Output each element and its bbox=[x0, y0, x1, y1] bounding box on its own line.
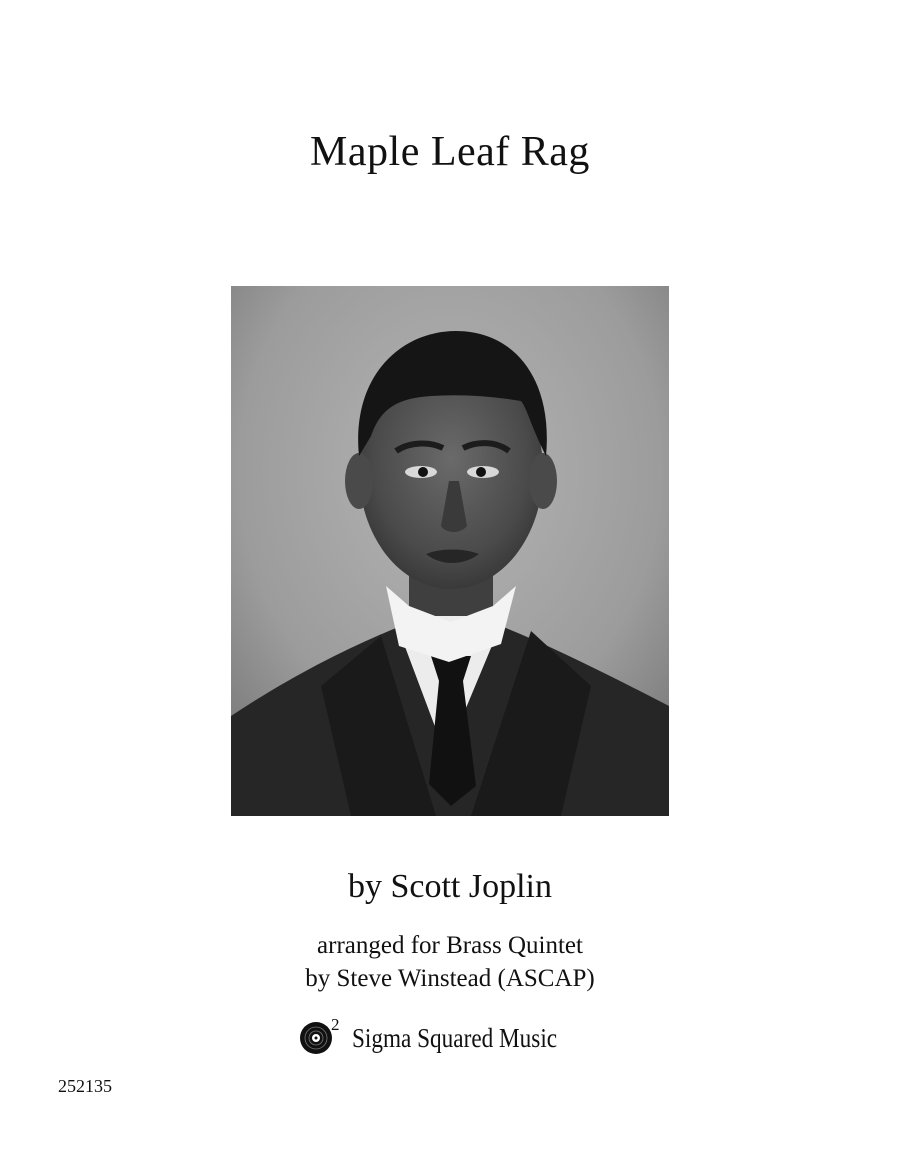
portrait-image bbox=[231, 286, 669, 816]
svg-text:2: 2 bbox=[331, 1016, 340, 1034]
composer-portrait bbox=[231, 286, 669, 816]
page-title: Maple Leaf Rag bbox=[310, 129, 590, 175]
publisher-name: Sigma Squared Music bbox=[352, 1022, 558, 1053]
arrangement-line-1: arranged for Brass Quintet bbox=[317, 932, 583, 959]
catalog-number: 252135 bbox=[58, 1076, 112, 1096]
composer-credit: by Scott Joplin bbox=[347, 868, 553, 905]
vinyl-record-squared-icon bbox=[298, 1016, 344, 1056]
publisher-block bbox=[0, 1018, 900, 1058]
arrangement-line-2: by Steve Winstead (ASCAP) bbox=[305, 965, 595, 992]
